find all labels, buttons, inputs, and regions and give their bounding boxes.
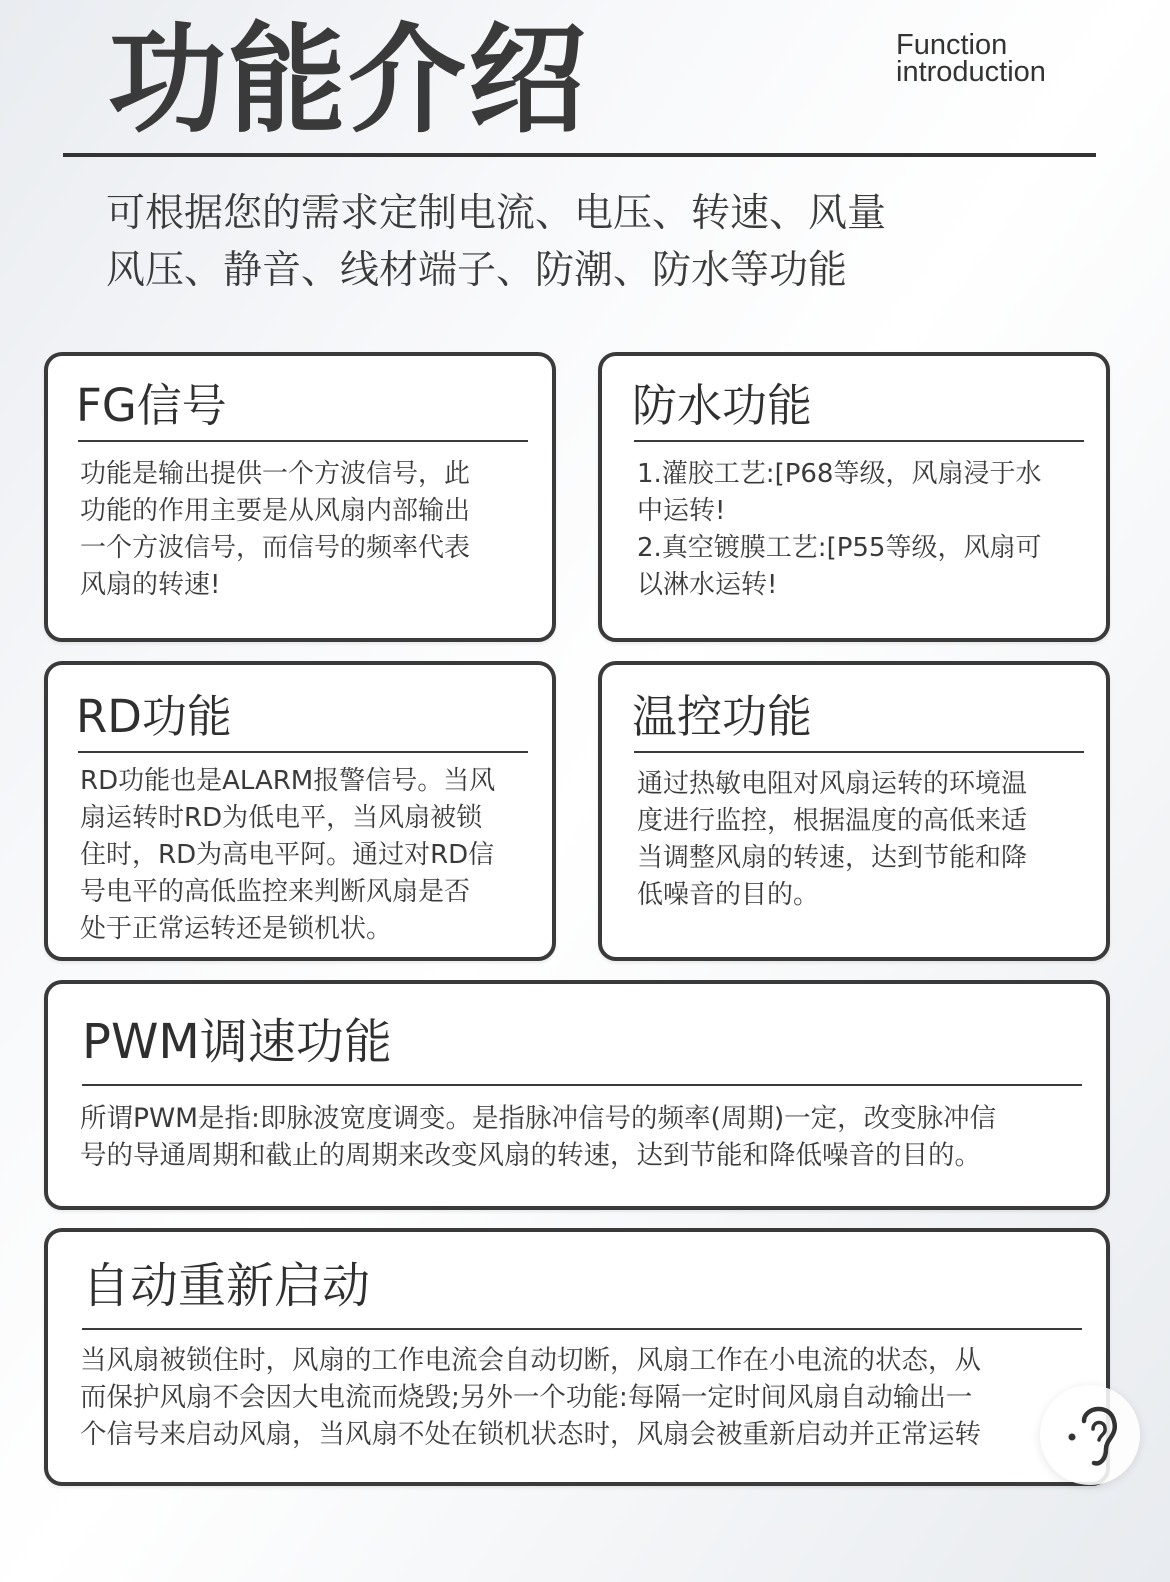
card-title: RD功能 — [76, 690, 232, 743]
card-title: PWM调速功能 — [82, 1014, 392, 1070]
card-fg-signal — [44, 352, 556, 642]
body-line: 扇运转时RD为低电平，当风扇被锁 — [80, 803, 483, 833]
body-line: 2.真空镀膜工艺:[P55等级，风扇可 — [637, 533, 1042, 563]
card-title: 温控功能 — [632, 690, 813, 743]
body-line: 中运转! — [637, 496, 726, 526]
body-line: RD功能也是ALARM报警信号。当风 — [80, 766, 496, 796]
body-line: 当调整风扇的转速，达到节能和降 — [637, 843, 1028, 873]
subtitle-line-1: Function — [896, 29, 1008, 61]
card-title: 防水功能 — [632, 379, 813, 432]
card-divider — [634, 751, 1084, 753]
card-divider — [82, 1084, 1082, 1086]
body-line: 度进行监控，根据温度的高低来适 — [637, 806, 1028, 836]
body-line: 以淋水运转! — [637, 570, 778, 600]
card-divider — [634, 440, 1084, 442]
card-title: FG信号 — [76, 379, 227, 432]
header-divider — [63, 153, 1096, 157]
body-line: 功能的作用主要是从风扇内部输出 — [80, 496, 471, 526]
page-title: 功能介绍 — [108, 11, 589, 149]
card-divider — [78, 440, 528, 442]
body-line: 功能是输出提供一个方波信号，此 — [80, 459, 471, 489]
ear-icon — [1040, 1385, 1140, 1485]
body-line: 号的导通周期和截止的周期来改变风扇的转速，达到节能和降低噪音的目的。 — [80, 1140, 981, 1171]
body-line: 住时，RD为高电平阿。通过对RD信 — [80, 840, 495, 870]
card-waterproof — [598, 352, 1110, 642]
body-line: 个信号来启动风扇，当风扇不处在锁机状态时，风扇会被重新启动并正常运转 — [80, 1419, 981, 1450]
page-subtitle — [896, 29, 1046, 88]
card-body — [80, 456, 470, 604]
card-rd — [44, 661, 556, 961]
intro-line: 可根据您的需求定制电流、电压、转速、风量 — [106, 191, 887, 236]
card-divider — [82, 1328, 1082, 1330]
intro-line: 风压、静音、线材端子、防潮、防水等功能 — [106, 248, 848, 293]
card-title: 自动重新启动 — [82, 1258, 371, 1314]
body-line: 号电平的高低监控来判断风扇是否 — [80, 877, 471, 907]
card-body — [637, 456, 1041, 604]
body-line: 1.灌胶工艺:[P68等级，风扇浸于水 — [637, 459, 1042, 489]
card-divider — [78, 751, 528, 753]
body-line: 而保护风扇不会因大电流而烧毁;另外一个功能:每隔一定时间风扇自动输出一 — [80, 1382, 973, 1413]
body-line: 通过热敏电阻对风扇运转的环境温 — [637, 769, 1028, 799]
card-pwm — [44, 980, 1110, 1210]
card-body — [80, 1100, 996, 1174]
body-line: 一个方波信号，而信号的频率代表 — [80, 533, 471, 563]
subtitle-line-2: introduction — [896, 56, 1046, 88]
intro-text — [106, 185, 1086, 299]
floating-accessibility-button[interactable] — [1040, 1385, 1140, 1485]
card-temperature-control — [598, 661, 1110, 961]
body-line: 风扇的转速! — [80, 570, 221, 600]
card-body — [80, 763, 495, 948]
card-body — [80, 1342, 981, 1453]
card-body — [637, 766, 1027, 914]
card-auto-restart — [44, 1228, 1110, 1486]
body-line: 所谓PWM是指:即脉波宽度调变。是指脉冲信号的频率(周期)一定，改变脉冲信 — [80, 1103, 997, 1134]
body-line: 处于正常运转还是锁机状。 — [80, 914, 393, 944]
body-line: 低噪音的目的。 — [637, 880, 820, 910]
body-line: 当风扇被锁住时，风扇的工作电流会自动切断，风扇工作在小电流的状态，从 — [80, 1345, 981, 1376]
